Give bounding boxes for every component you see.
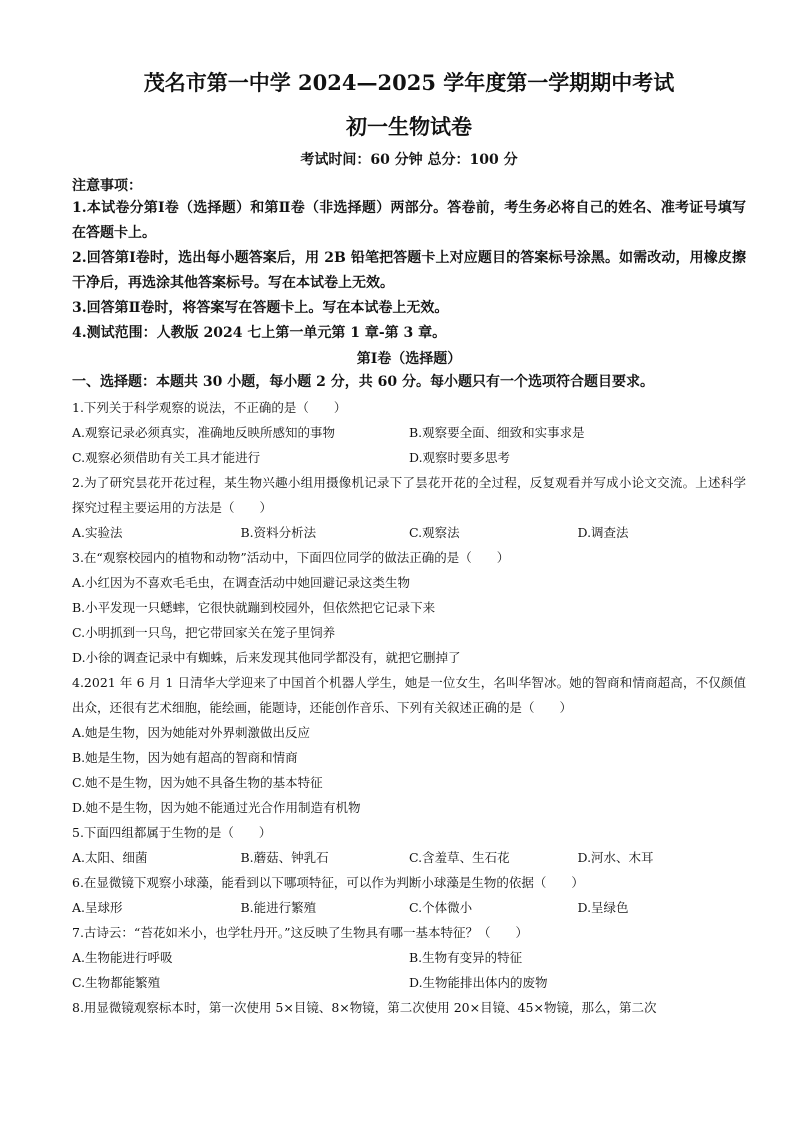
section-title: 第Ⅰ卷（选择题） (356, 351, 462, 367)
option: C.生物都能繁殖 (72, 975, 161, 990)
question-options (72, 945, 746, 995)
question-options (72, 720, 746, 820)
option: A.她是生物，因为她能对外界刺激做出反应 (72, 725, 311, 740)
option: B.资料分析法 (240, 525, 317, 540)
exam-info: 考试时间：60 分钟 总分：100 分 (300, 152, 518, 168)
option: B.生物有变异的特征 (409, 950, 523, 965)
option: D.调查法 (577, 525, 629, 540)
question-stem: 4.2021 年 6 月 1 日清华大学迎来了中国首个机器人学生，她是一位女生，名叫华智冰。她的智商和情商超高，不仅颜值出众，还很有艺术细胞，能绘画，能题诗，还能创作音乐、下列有关叙述正确的是（ ） (72, 675, 746, 715)
option: A.小红因为不喜欢毛毛虫，在调查活动中她回避记录这类生物 (72, 575, 411, 590)
option: C.个体微小 (409, 900, 473, 915)
option: B.观察要全面、细致和实事求是 (409, 425, 585, 440)
option: D.小徐的调查记录中有蜘蛛，后来发现其他同学都没有，就把它删掉了 (72, 650, 461, 665)
question-stem: 2.为了研究昙花开花过程，某生物兴趣小组用摄像机记录下了昙花开花的全过程，反复观看并写成小论文交流。上述科学探究过程主要运用的方法是（ ） (72, 475, 746, 515)
option: C.含羞草、生石花 (409, 850, 510, 865)
question-stem: 1.下列关于科学观察的说法，不正确的是（ ） (72, 400, 347, 415)
option: A.生物能进行呼吸 (72, 950, 173, 965)
option: C.观察必须借助有关工具才能进行 (72, 450, 261, 465)
question-options (72, 845, 746, 870)
option: A.观察记录必须真实，准确地反映所感知的事物 (72, 425, 336, 440)
option: B.小平发现一只蟋蟀，它很快就蹦到校园外，但依然把它记录下来 (72, 600, 436, 615)
question-stem: 8.用显微镜观察标本时，第一次使用 5×目镜、8×物镜，第二次使用 20×目镜、45×物镜，那么，第二次 (72, 1000, 657, 1015)
note-item: 1.本试卷分第Ⅰ卷（选择题）和第Ⅱ卷（非选择题）两部分。答卷前，考生务必将自己的姓名、准考证号填写在答题卡上。 (72, 200, 746, 241)
option: C.她不是生物，因为她不具备生物的基本特征 (72, 775, 323, 790)
option: C.小明抓到一只鸟，把它带回家关在笼子里饲养 (72, 625, 336, 640)
option: D.观察时要多思考 (409, 450, 511, 465)
exam-title: 茂名市第一中学 2024—2025 学年度第一学期期中考试 (143, 70, 675, 95)
option: D.河水、木耳 (577, 850, 654, 865)
option: A.太阳、细菌 (72, 850, 148, 865)
section-instruction: 一、选择题：本题共 30 小题，每小题 2 分，共 60 分。每小题只有一个选项符合题目要求。 (72, 374, 654, 390)
question-options (72, 520, 746, 545)
option: C.观察法 (409, 525, 460, 540)
exam-subtitle: 初一生物试卷 (346, 114, 472, 139)
option: D.呈绿色 (577, 900, 629, 915)
question-stem: 7.古诗云：“苔花如米小，也学牡丹开。”这反映了生物具有哪一基本特征？（ ） (72, 925, 528, 940)
question-options (72, 570, 746, 670)
option: A.实验法 (72, 525, 123, 540)
question-stem: 6.在显微镜下观察小球藻，能看到以下哪项特征，可以作为判断小球藻是生物的依据（ ） (72, 875, 584, 890)
question-stem: 5.下面四组都属于生物的是（ ） (72, 825, 272, 840)
note-item: 3.回答第Ⅱ卷时，将答案写在答题卡上。写在本试卷上无效。 (72, 300, 449, 316)
option: D.她不是生物，因为她不能通过光合作用制造有机物 (72, 800, 361, 815)
option: B.她是生物，因为她有超高的智商和情商 (72, 750, 298, 765)
option: D.生物能排出体内的废物 (409, 975, 548, 990)
note-item: 4.测试范围：人教版 2024 七上第一单元第 1 章-第 3 章。 (72, 325, 447, 341)
note-item: 2.回答第Ⅰ卷时，选出每小题答案后，用 2B 铅笔把答题卡上对应题目的答案标号涂黑。如需改动，用橡皮擦干净后，再选涂其他答案标号。写在本试卷上无效。 (72, 250, 746, 291)
notes-heading: 注意事项： (72, 178, 142, 194)
option: B.蘑菇、钟乳石 (240, 850, 329, 865)
option: A.呈球形 (72, 900, 123, 915)
question-stem: 3.在“观察校园内的植物和动物”活动中，下面四位同学的做法正确的是（ ） (72, 550, 510, 565)
option: B.能进行繁殖 (240, 900, 317, 915)
question-options (72, 420, 746, 470)
question-options (72, 895, 746, 920)
